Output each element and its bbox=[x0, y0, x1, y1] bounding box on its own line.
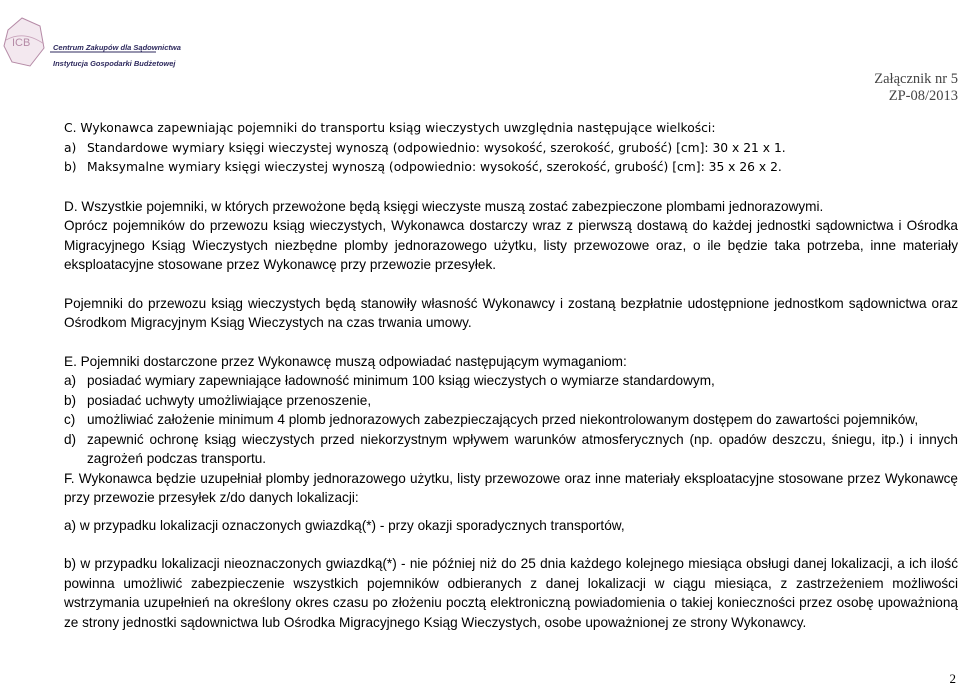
section-d-heading: D. Wszystkie pojemniki, w których przewożone będą księgi wieczyste muszą zostać zabezpieczone plombami jednorazowymi. bbox=[64, 198, 824, 214]
list-item-text: Standardowe wymiary księgi wieczystej wynoszą (odpowiednio: wysokość, szerokość, grubość) [cm]: 30 x 21 x 1. bbox=[87, 140, 786, 155]
list-item bbox=[64, 371, 958, 391]
document-body bbox=[64, 119, 958, 632]
list-marker: a) bbox=[64, 140, 77, 155]
logo-line2: Instytucja Gospodarki Budżetowej bbox=[53, 59, 176, 68]
list-item bbox=[64, 391, 958, 411]
section-f-item-a: a) w przypadku lokalizacji oznaczonych gwiazdką(*) - przy okazji sporadycznych transportów, bbox=[64, 517, 625, 533]
list-item bbox=[64, 158, 958, 178]
section-c-heading: C. Wykonawca zapewniając pojemniki do transportu ksiąg wieczystych uwzględnia następujące wielkości: bbox=[64, 121, 716, 135]
section-f-item-b: b) w przypadku lokalizacji nieoznaczonych gwiazdką(*) - nie później niż do 25 dnia każdego kolejnego miesiąca obsługi danej lokalizacji, a ich ilość powinna umożliwić zabezpieczenie wszystkich pojemników odbieranych z danej lokalizacji w ciągu miesiąca, z zastrzeżeniem możliwości wstrzymania uzupełnień na określony okres czasu po złożeniu pocztą elektroniczną powiadomienia o takiej konieczności przez osobę upoważnioną ze strony jednostki sądownictwa lub Ośrodka Migracyjnego Ksiąg Wieczystych, osobe upoważnionej ze strony Wykonawcy. bbox=[64, 556, 958, 630]
list-marker: b) bbox=[64, 392, 77, 408]
section-f-heading: F. Wykonawca będzie uzupełniał plomby jednorazowego użytku, listy przewozowe oraz inne materiały eksploatacyjne stosowane przez Wykonawcę przy przewozie przesyłek z/do danych lokalizacji: bbox=[64, 470, 958, 505]
section-d-paragraph-2: Pojemniki do przewozu ksiąg wieczystych będą stanowiły własność Wykonawcy i zostaną bezpłatnie udostępnione jednostkom sądownictwa oraz Ośrodkom Migracyjnym Ksiąg Wieczystych na czas trwania umowy. bbox=[64, 295, 958, 330]
header-reference bbox=[874, 71, 958, 105]
list-marker: d) bbox=[64, 431, 77, 447]
section-c bbox=[64, 119, 958, 178]
list-item bbox=[64, 139, 958, 159]
list-item-text: zapewnić ochronę ksiąg wieczystych przed niekorzystnym wpływem warunków atmosferycznych (np. opadów deszczu, śniegu, itp.) i innych zagrożeń podczas transportu. bbox=[87, 431, 958, 466]
page-number: 2 bbox=[949, 671, 956, 686]
list-item-text: posiadać uchwyty umożliwiające przenoszenie, bbox=[87, 392, 372, 408]
section-d-paragraph-1: Oprócz pojemników do przewozu ksiąg wieczystych, Wykonawca dostarczy wraz z pierwszą dostawą do każdej jednostki sądownictwa i Ośrodka Migracyjnego Ksiąg Wieczystych niezbędne plomby jednorazowego użytku, listy przewozowe oraz, o ile będzie taka potrzeba, inne materiały eksploatacyjne stosowane przez Wykonawcę przy przewozie przesyłek. bbox=[64, 218, 958, 272]
logo-line1: Centrum Zakupów dla Sądownictwa bbox=[53, 43, 181, 52]
list-marker: c) bbox=[64, 412, 76, 427]
list-item bbox=[64, 410, 958, 430]
list-item-text: posiadać wymiary zapewniające ładowność minimum 100 ksiąg wieczystych o wymiarze standardowym, bbox=[87, 373, 715, 388]
list-marker: a) bbox=[64, 373, 77, 388]
list-marker: b) bbox=[64, 160, 77, 174]
logo-mark-text: ICB bbox=[12, 37, 31, 49]
reference-number: ZP-08/2013 bbox=[888, 88, 958, 104]
attachment-label: Załącznik nr 5 bbox=[874, 71, 958, 87]
list-item bbox=[64, 430, 958, 469]
list-item-text: Maksymalne wymiary księgi wieczystej wynoszą (odpowiednio: wysokość, szerokość, grubość) [cm]: 35 x 26 x 2. bbox=[87, 160, 782, 174]
list-item-text: umożliwiać założenie minimum 4 plomb jednorazowych zabezpieczających przed niekontrolowanym dostępem do zawartości pojemników, bbox=[87, 412, 919, 427]
logo bbox=[0, 0, 181, 78]
section-e-heading: E. Pojemniki dostarczone przez Wykonawcę muszą odpowiadać następującym wymaganiom: bbox=[64, 353, 627, 369]
